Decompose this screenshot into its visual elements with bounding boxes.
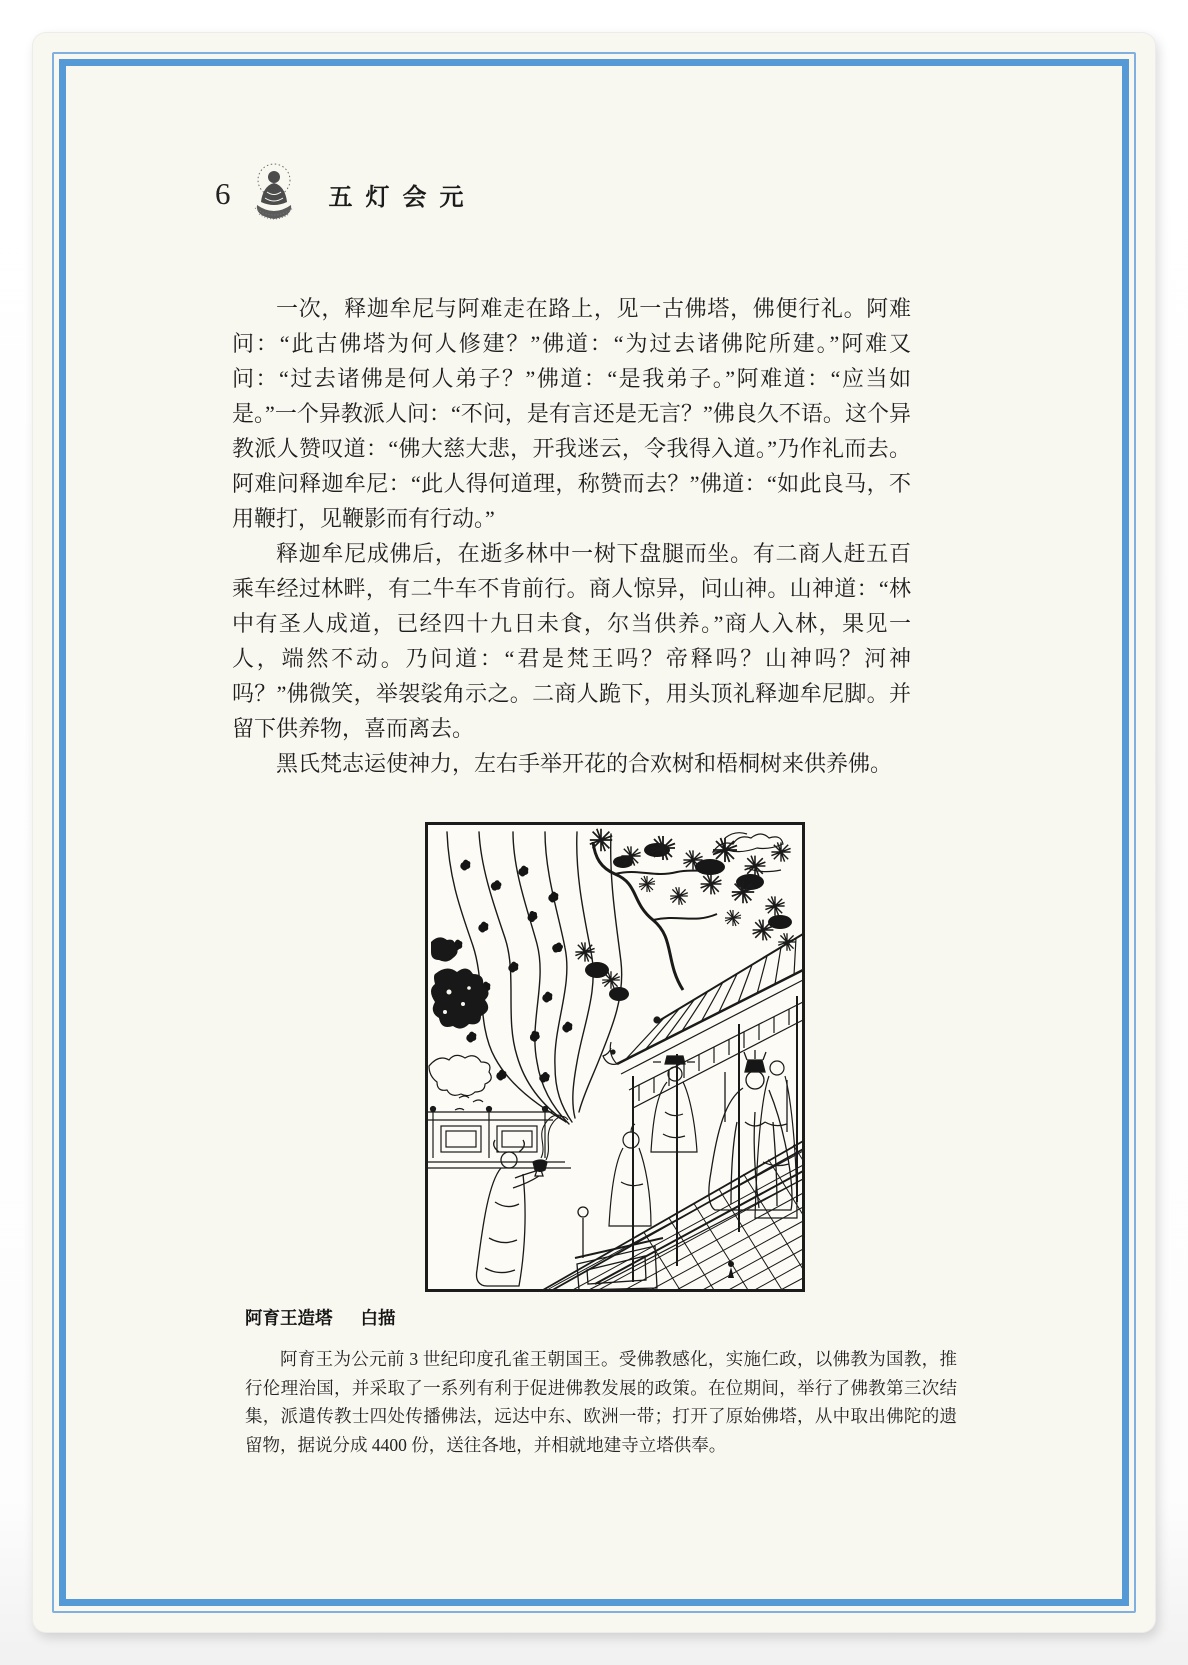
- book-title: 五灯会元: [328, 184, 477, 211]
- caption-text: 阿育王为公元前 3 世纪印度孔雀王朝国王。受佛教感化，实施仁政，以佛教为国教，推行伦理治国，并采取了一系列有利于促进佛教发展的政策。在位期间，举行了佛教第三次结集，派遣传教士四处传播佛法，远达中东、欧洲一带；打开了原始佛塔，从中取出佛陀的遗留物，据说分成 4400 份，送往各地，并相就地建寺立塔供奉。: [245, 1349, 957, 1455]
- woodcut-illustration: [425, 822, 805, 1292]
- figure-caption: [245, 1305, 957, 1459]
- caption-technique: 白描: [360, 1308, 396, 1328]
- paragraph-2: 释迦牟尼成佛后，在逝多林中一树下盘腿而坐。有二商人赶五百乘车经过林畔，有二牛车不肯前行。商人惊异，问山神。山神道：“林中有圣人成道，已经四十九日未食，尔当供养。”商人入林，果见一人，端然不动。乃问道：“君是梵王吗？帝释吗？山神吗？河神吗？”佛微笑，举袈裟角示之。二商人跪下，用头顶礼释迦牟尼脚。并留下供养物，喜而离去。: [232, 541, 911, 741]
- book-page: [33, 33, 1155, 1632]
- paragraph-1: 一次，释迦牟尼与阿难走在路上，见一古佛塔，佛便行礼。阿难问：“此古佛塔为何人修建？”佛道：“为过去诸佛陀所建。”阿难又问：“过去诸佛是何人弟子？”佛道：“是我弟子。”阿难道：“应当如是。”一个异教派人问：“不问，是有言还是无言？”佛良久不语。这个异教派人赞叹道：“佛大慈大悲，开我迷云，令我得入道。”乃作礼而去。阿难问释迦牟尼：“此人得何道理，称赞而去？”佛道：“如此良马，不用鞭打，见鞭影而有行动。”: [232, 296, 911, 531]
- paragraph-3: 黑氏梵志运使神力，左右手举开花的合欢树和梧桐树来供养佛。: [276, 751, 893, 776]
- buddha-icon: [247, 160, 301, 228]
- caption-title-row: [245, 1305, 957, 1330]
- page-number: 6: [215, 176, 231, 211]
- page-header: [215, 158, 477, 230]
- body-text: [232, 291, 911, 781]
- caption-title: 阿育王造塔: [245, 1308, 333, 1328]
